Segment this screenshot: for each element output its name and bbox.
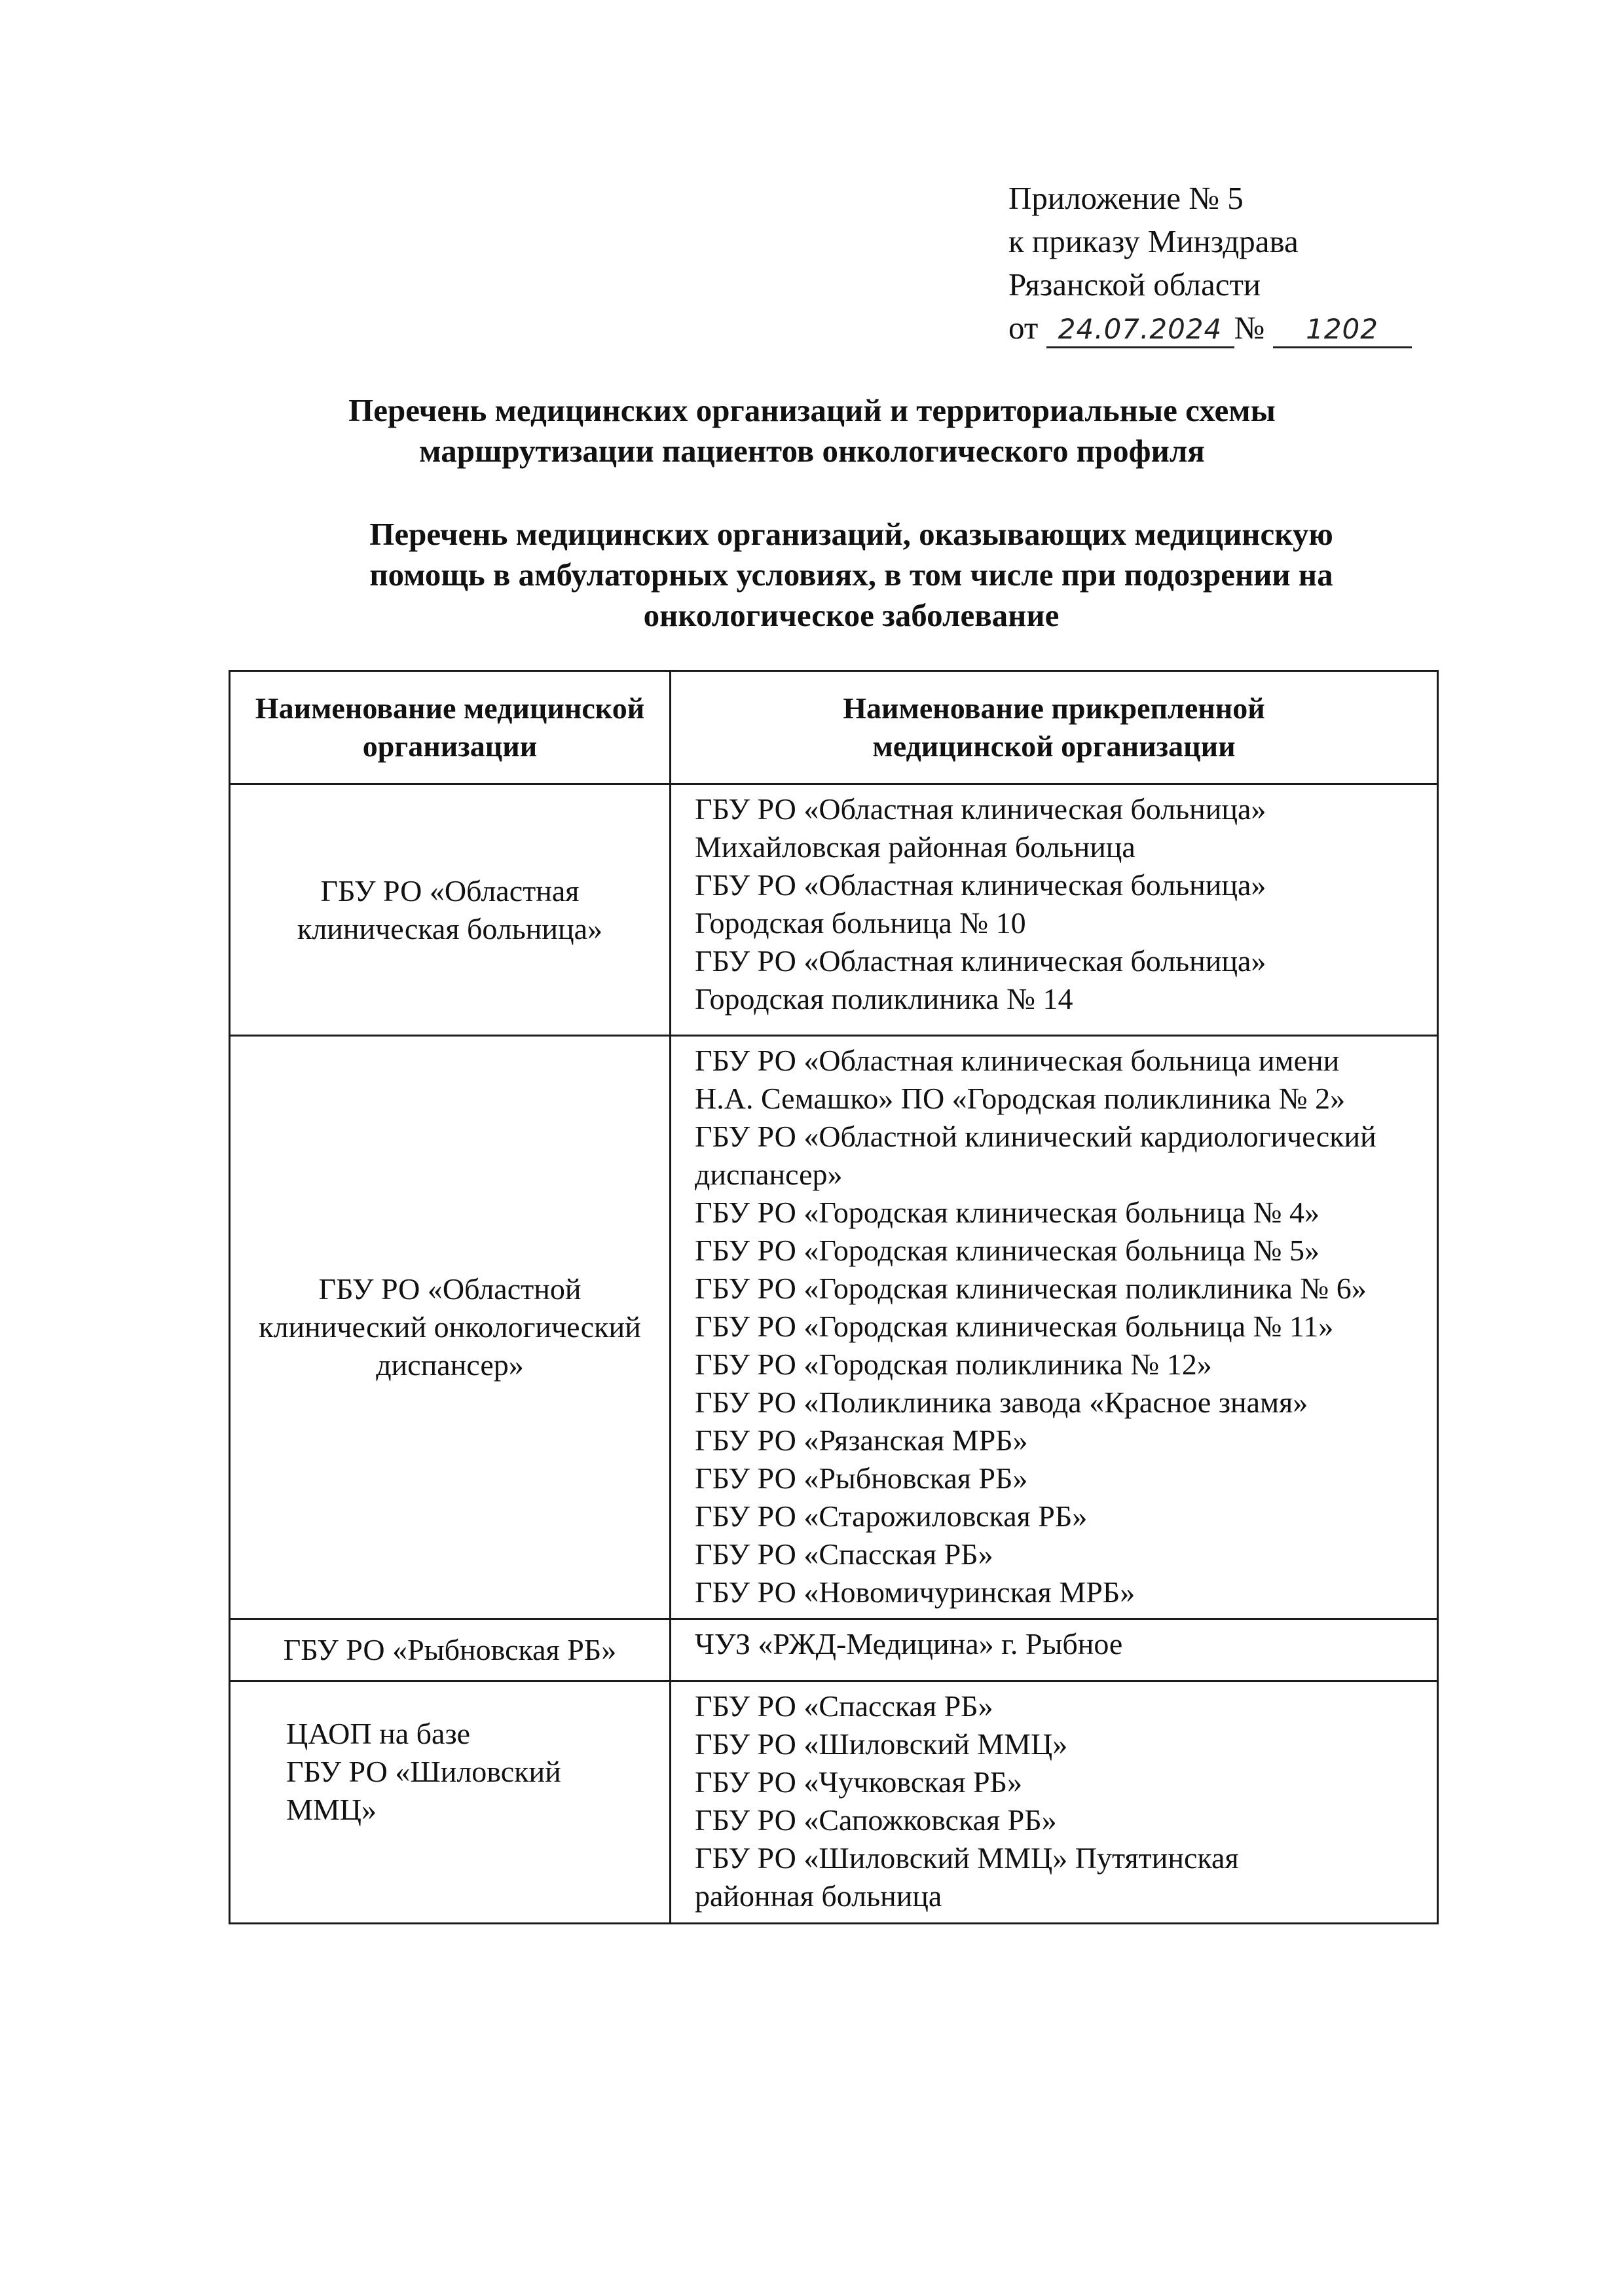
attached-item: ГБУ РО «Городская клиническая больница № 11»: [695, 1310, 1334, 1343]
appendix-region: Рязанской области: [1008, 266, 1261, 303]
attached-item: ГБУ РО «Чучковская РБ»: [695, 1765, 1022, 1799]
attached-item: ГБУ РО «Областная клиническая больница»: [695, 944, 1266, 978]
attached-item: Городская поликлиника № 14: [695, 982, 1073, 1016]
attached-item: ГБУ РО «Сапожковская РБ»: [695, 1803, 1057, 1837]
organization-cell: [230, 784, 671, 1036]
organization-cell: [230, 1681, 671, 1924]
from-label: от: [1008, 310, 1039, 346]
attached-item: ГБУ РО «Областная клиническая больница»: [695, 792, 1266, 826]
attached-item: ЧУЗ «РЖД-Медицина» г. Рыбное: [695, 1627, 1123, 1661]
attached-item: ГБУ РО «Шиловский ММЦ»: [695, 1727, 1068, 1761]
header-text: организации: [362, 729, 538, 763]
attached-cell: [671, 1681, 1438, 1924]
sub-title-line: Перечень медицинских организаций, оказывающих медицинскую: [369, 516, 1333, 552]
organization-name-line: ГБУ РО «Областная: [320, 873, 580, 908]
main-title: [0, 390, 1624, 471]
attached-item: ГБУ РО «Областная клиническая больница»: [695, 868, 1266, 902]
organizations-table: [229, 670, 1439, 1924]
header-organization: [230, 671, 671, 784]
organization-name-line: диспансер»: [376, 1348, 524, 1382]
attached-cell: [671, 1036, 1438, 1619]
organization-name-line: ГБУ РО «Шиловский: [286, 1755, 561, 1788]
organization-name-line: клиническая больница»: [297, 911, 602, 946]
handwritten-number: 1202: [1273, 312, 1412, 348]
table-row: [230, 1036, 1438, 1619]
table-row: [230, 1681, 1438, 1924]
attached-item: ГБУ РО «Городская клиническая больница № 5»: [695, 1234, 1320, 1267]
attached-item: ГБУ РО «Областная клиническая больница имени: [695, 1044, 1340, 1077]
organization-cell: [230, 1619, 671, 1681]
number-label: №: [1234, 310, 1265, 346]
attached-item: ГБУ РО «Областной клинический кардиологический: [695, 1120, 1376, 1153]
attached-item: ГБУ РО «Спасская РБ»: [695, 1537, 993, 1571]
attached-item: ГБУ РО «Городская клиническая больница № 4»: [695, 1196, 1320, 1229]
organization-name-line: ЦАОП на базе: [286, 1717, 471, 1750]
attached-item: Городская больница № 10: [695, 906, 1026, 940]
organization-name-line: ГБУ РО «Рыбновская РБ»: [283, 1633, 617, 1666]
sub-title-line: помощь в амбулаторных условиях, в том числе при подозрении на: [369, 557, 1333, 593]
header-attached-organization: [671, 671, 1438, 784]
header-text: Наименование прикрепленной: [843, 691, 1265, 725]
attached-cell: [671, 1619, 1438, 1681]
attached-item: ГБУ РО «Старожиловская РБ»: [695, 1499, 1088, 1533]
organization-name-line: клинический онкологический: [259, 1310, 641, 1344]
attached-item: Михайловская районная больница: [695, 830, 1135, 864]
header-text: Наименование медицинской: [255, 691, 645, 725]
table-row: [230, 1619, 1438, 1681]
attached-item: диспансер»: [695, 1158, 843, 1191]
attached-item: ГБУ РО «Рязанская МРБ»: [695, 1423, 1028, 1457]
organization-name-line: ГБУ РО «Областной: [318, 1272, 581, 1306]
appendix-reference: [1008, 177, 1412, 350]
appendix-number: Приложение № 5: [1008, 180, 1244, 216]
appendix-date-number-line: [1008, 306, 1412, 350]
table-header-row: [230, 671, 1438, 784]
attached-item: ГБУ РО «Спасская РБ»: [695, 1689, 993, 1723]
attached-item: районная больница: [695, 1879, 942, 1913]
organization-name-line: ММЦ»: [286, 1793, 377, 1826]
attached-item: ГБУ РО «Городская клиническая поликлиника № 6»: [695, 1272, 1367, 1305]
main-title-line: маршрутизации пациентов онкологического профиля: [419, 433, 1205, 469]
organization-cell: [230, 1036, 671, 1619]
table-row: [230, 784, 1438, 1036]
attached-item: ГБУ РО «Поликлиника завода «Красное знамя»: [695, 1386, 1308, 1419]
attached-item: ГБУ РО «Городская поликлиника № 12»: [695, 1348, 1212, 1381]
handwritten-date: 24.07.2024: [1046, 312, 1234, 348]
sub-title: [39, 514, 1624, 636]
attached-item: ГБУ РО «Шиловский ММЦ» Путятинская: [695, 1841, 1239, 1875]
attached-item: ГБУ РО «Новомичуринская МРБ»: [695, 1575, 1135, 1609]
main-title-line: Перечень медицинских организаций и территориальные схемы: [348, 392, 1276, 428]
header-text: медицинской организации: [872, 729, 1236, 763]
attached-cell: [671, 784, 1438, 1036]
appendix-order-ref: к приказу Минздрава: [1008, 223, 1299, 259]
sub-title-line: онкологическое заболевание: [643, 597, 1060, 633]
attached-item: Н.А. Семашко» ПО «Городская поликлиника № 2»: [695, 1082, 1346, 1115]
attached-item: ГБУ РО «Рыбновская РБ»: [695, 1461, 1028, 1495]
